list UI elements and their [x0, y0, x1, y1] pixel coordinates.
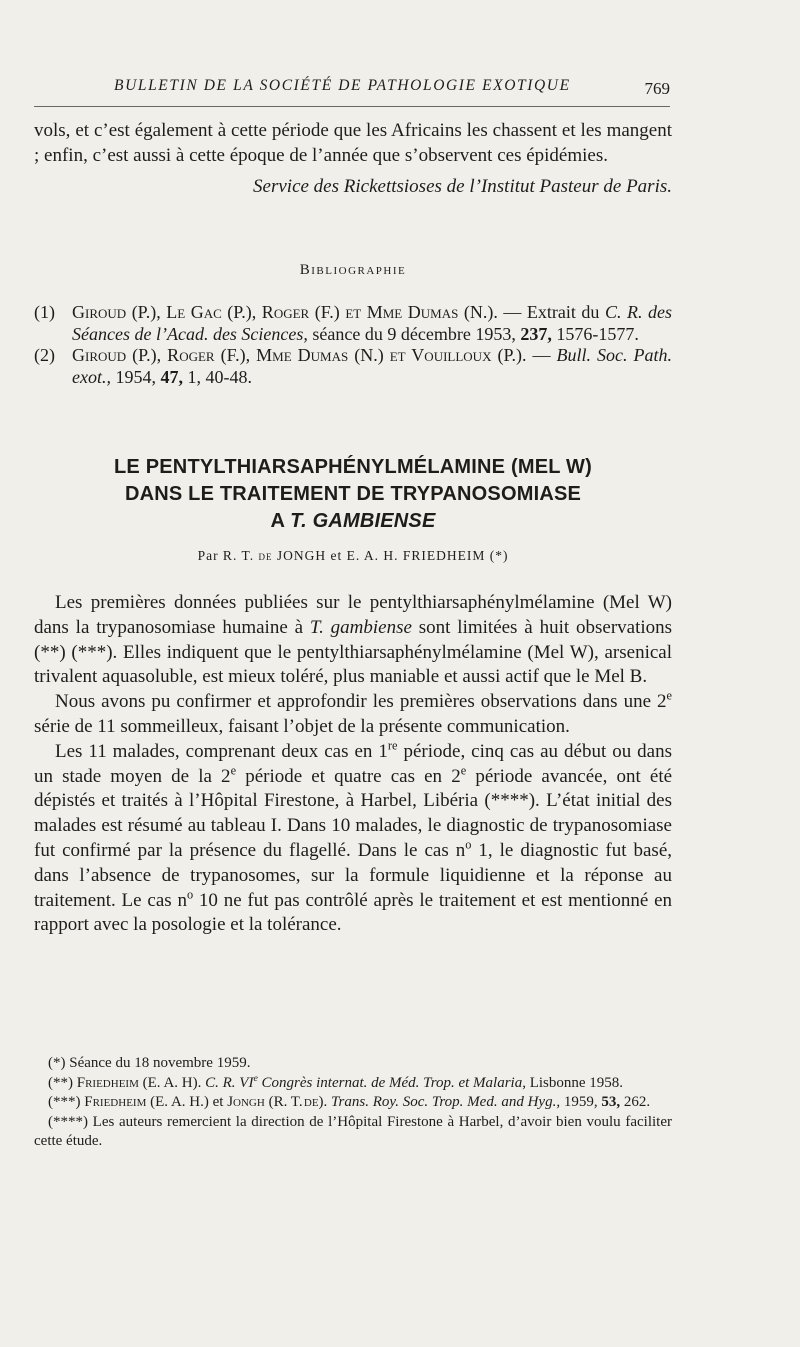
running-header — [34, 76, 670, 107]
paragraph-text: série de 11 sommeilleux, faisant l’objet de la présente communication. — [34, 715, 570, 737]
article-authors-block — [34, 548, 672, 564]
superscript: o — [186, 887, 194, 902]
bibliography-heading-block — [34, 262, 672, 279]
intro-section — [34, 119, 672, 198]
article-title-line-2: DANS LE TRAITEMENT DE TRYPANOSOMIASE — [124, 483, 582, 505]
footnote-author: Friedheim — [76, 1074, 139, 1091]
title-species: T. GAMBIENSE — [290, 510, 436, 532]
footnote-text: Lisbonne 1958. — [529, 1074, 624, 1091]
footnote-text: 262. — [623, 1094, 651, 1110]
paragraph-text: période et quatre cas en 2 — [245, 765, 461, 787]
reference-source: Bull. Soc. Path. exot., — [72, 345, 673, 387]
reference-pages: 1, 40-48. — [187, 366, 252, 387]
paragraph-text: 10 ne fut pas contrôlé après le traitement et est mentionné en rapport avec la posologie et la tolérance. — [34, 889, 673, 936]
superscript: o — [465, 837, 472, 852]
footnote-author-particle: de — [303, 1094, 319, 1110]
reference-details: séance du 9 décembre 1953, — [312, 323, 516, 344]
reference-number: (2) — [34, 345, 55, 365]
footnote-author: Friedheim — [84, 1094, 147, 1110]
footnote-volume: 53, — [601, 1094, 621, 1110]
superscript: e — [666, 688, 672, 703]
service-affiliation: Service des Rickettsioses de l’Institut Pasteur de Paris. — [253, 175, 672, 197]
reference-1 — [34, 302, 672, 345]
footnote-mark: (***) — [48, 1094, 81, 1110]
article-title-block — [34, 454, 672, 535]
footnote-source — [205, 1072, 526, 1091]
superscript: e — [230, 763, 237, 778]
bibliography-heading: Bibliographie — [299, 262, 407, 278]
footnote-source: Trans. Roy. Soc. Trop. Med. and Hyg., — [331, 1094, 561, 1110]
species-name: T. gambiense — [309, 616, 412, 638]
footnote-text: 1959, — [563, 1094, 598, 1110]
superscript: re — [387, 738, 398, 753]
reference-source: C. R. des Séances de l’Acad. des Sciences, — [72, 302, 673, 344]
footnote-mark: (**) — [48, 1074, 73, 1091]
reference-volume: 237, — [520, 323, 552, 344]
footnote-text: (E. A. H). — [142, 1074, 202, 1091]
article-authors — [34, 548, 672, 564]
superscript: e — [460, 763, 467, 778]
footnote-1: (*) Séance du 18 novembre 1959. — [48, 1055, 251, 1071]
paragraph-text: Les premières données publiées sur le pentylthiarsaphénylmélamine (Mel W) dans la trypanosomiase humaine à — [34, 592, 672, 638]
footnote-text: ). — [318, 1094, 328, 1110]
paragraph-text: période, cinq cas au début ou dans un stade moyen de la 2 — [34, 740, 673, 787]
reference-volume: 47, — [160, 366, 183, 387]
paragraph-text: 1, le diagnostic fut basé, dans l’absence de trypanosomes, sur la formule liquidienne et la réponse au traitement. Le cas n — [34, 839, 673, 911]
page-number: 769 — [644, 79, 670, 98]
footnote-3 — [34, 1093, 672, 1113]
footnote-source-part: C. R. VI — [205, 1074, 254, 1091]
paragraph-3 — [34, 740, 672, 938]
reference-details: 1954, — [115, 366, 156, 387]
footnote-author: Jongh — [227, 1094, 265, 1110]
authors-particle: de — [258, 548, 273, 563]
title-prefix: A — [270, 510, 285, 532]
article-title-line-3 — [34, 508, 672, 535]
paragraph-text: Les 11 malades, comprenant deux cas en 1 — [55, 740, 388, 762]
reference-text: — Extrait du — [503, 302, 600, 322]
paragraph-text: période avancée, ont été dépistés et traités à l’Hôpital Firestone, à Harbel, Libéria (****). L’état initial des malades est résumé au tableau I. Dans 10 malades, le diagnostic de trypanosomiase fut confirmé par la présence du flagellé. Dans le cas n — [34, 765, 673, 861]
reference-authors: Giroud (P.), Le Gac (P.), Roger (F.) et Mme Dumas (N.). — [72, 302, 498, 322]
paragraph-text: Nous avons pu confirmer et approfondir les premières observations dans une 2 — [55, 691, 667, 713]
reference-2 — [34, 345, 672, 388]
intro-paragraph: vols, et c’est également à cette période que les Africains les chassent et les mangent ; enfin, c’est aussi à cette époque de l’année que s’observent ces épidémies. — [34, 120, 672, 166]
superscript: e — [253, 1072, 258, 1084]
footnote-text: (E. A. H.) et — [150, 1094, 224, 1110]
footnotes — [34, 1054, 672, 1152]
bibliography-list — [34, 302, 672, 388]
authors-names: JONGH et E. A. H. FRIEDHEIM (*) — [276, 548, 509, 563]
reference-number: (1) — [34, 302, 55, 322]
reference-pages: 1576-1577. — [556, 323, 639, 344]
reference-text: — — [532, 345, 551, 365]
paragraph-text: sont limitées à huit observations (**) (***). Elles indiquent que le pentylthiarsaphénylmélamine (Mel W), arsenical trivalent aquasoluble, est mieux toléré, plus maniable et aussi actif que le Mel B. — [34, 616, 673, 688]
journal-title: BULLETIN DE LA SOCIÉTÉ DE PATHOLOGIE EXOTIQUE — [114, 77, 571, 94]
article-body — [34, 591, 672, 938]
footnote-2 — [34, 1074, 672, 1094]
paragraph-2 — [34, 690, 672, 740]
article-title-line-1: LE PENTYLTHIARSAPHÉNYLMÉLAMINE (MEL W) — [114, 456, 592, 478]
footnote-source-part: Congrès internat. de Méd. Trop. et Malaria, — [261, 1074, 526, 1091]
reference-authors: Giroud (P.), Roger (F.), Mme Dumas (N.) et Vouilloux (P.). — [72, 345, 527, 365]
footnote-4: (****) Les auteurs remercient la direction de l’Hôpital Firestone à Harbel, d’avoir bien voulu faciliter cette étude. — [34, 1113, 672, 1149]
paragraph-1 — [34, 591, 672, 690]
footnote-text: (R. T. — [268, 1094, 303, 1110]
authors-prefix: Par R. T. — [197, 548, 255, 563]
